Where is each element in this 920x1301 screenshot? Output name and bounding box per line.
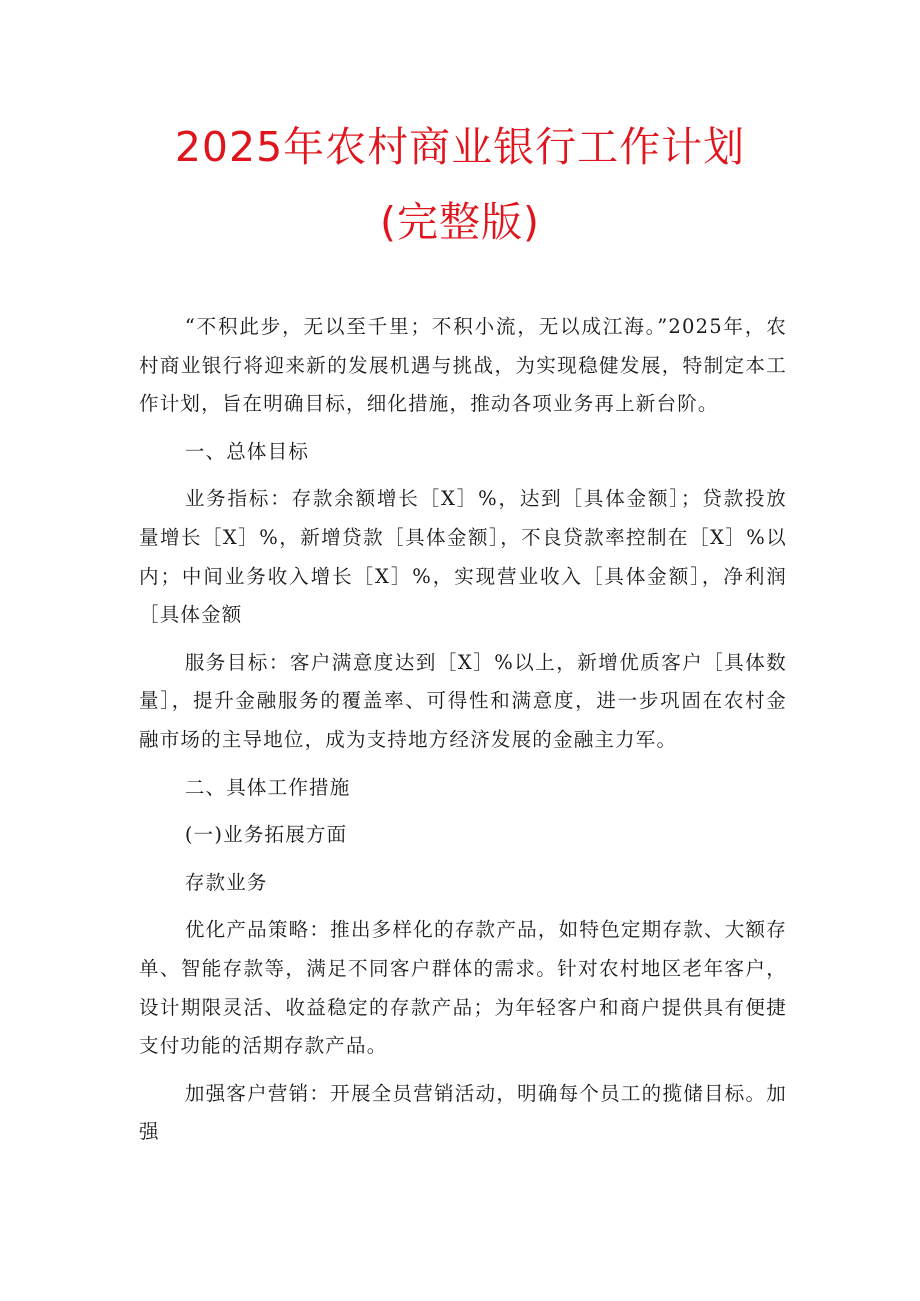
document-title: 2025年农村商业银行工作计划	[174, 123, 746, 171]
section-heading-overall-goals: 一、总体目标	[184, 439, 310, 463]
paragraph-intro: “不积此步，无以至千里；不积小流，无以成江海。”2025年，农村商业银行将迎来新的发展机遇与挑战，为实现稳健发展，特制定本工作计划，旨在明确目标，细化措施，推动各项业务再上新台阶。	[139, 315, 787, 416]
paragraph-customer-marketing: 加强客户营销：开展全员营销活动，明确每个员工的揽储目标。加强	[139, 1081, 787, 1144]
document-body	[139, 308, 787, 1152]
section-heading-measures: 二、具体工作措施	[184, 775, 351, 799]
subsection-heading-business-expansion: (一)业务拓展方面	[184, 823, 348, 847]
document-subtitle: (完整版)	[380, 198, 540, 246]
paragraph-business-indicators: 业务指标：存款余额增长［X］%，达到［具体金额］；贷款投放量增长［X］%，新增贷款［具体金额］，不良贷款率控制在［X］%以内；中间业务收入增长［X］%，实现营业收入［具体金额］，净利润［具体金额	[139, 487, 787, 627]
subheading-deposit-business: 存款业务	[184, 870, 268, 894]
paragraph-service-goals: 服务目标：客户满意度达到［X］%以上，新增优质客户［具体数量］，提升金融服务的覆盖率、可得性和满意度，进一步巩固在农村金融市场的主导地位，成为支持地方经济发展的金融主力军。	[139, 650, 787, 751]
paragraph-product-strategy: 优化产品策略：推出多样化的存款产品，如特色定期存款、大额存单、智能存款等，满足不同客户群体的需求。针对农村地区老年客户，设计期限灵活、收益稳定的存款产品；为年轻客户和商户提供具有便捷支付功能的活期存款产品。	[139, 918, 787, 1058]
